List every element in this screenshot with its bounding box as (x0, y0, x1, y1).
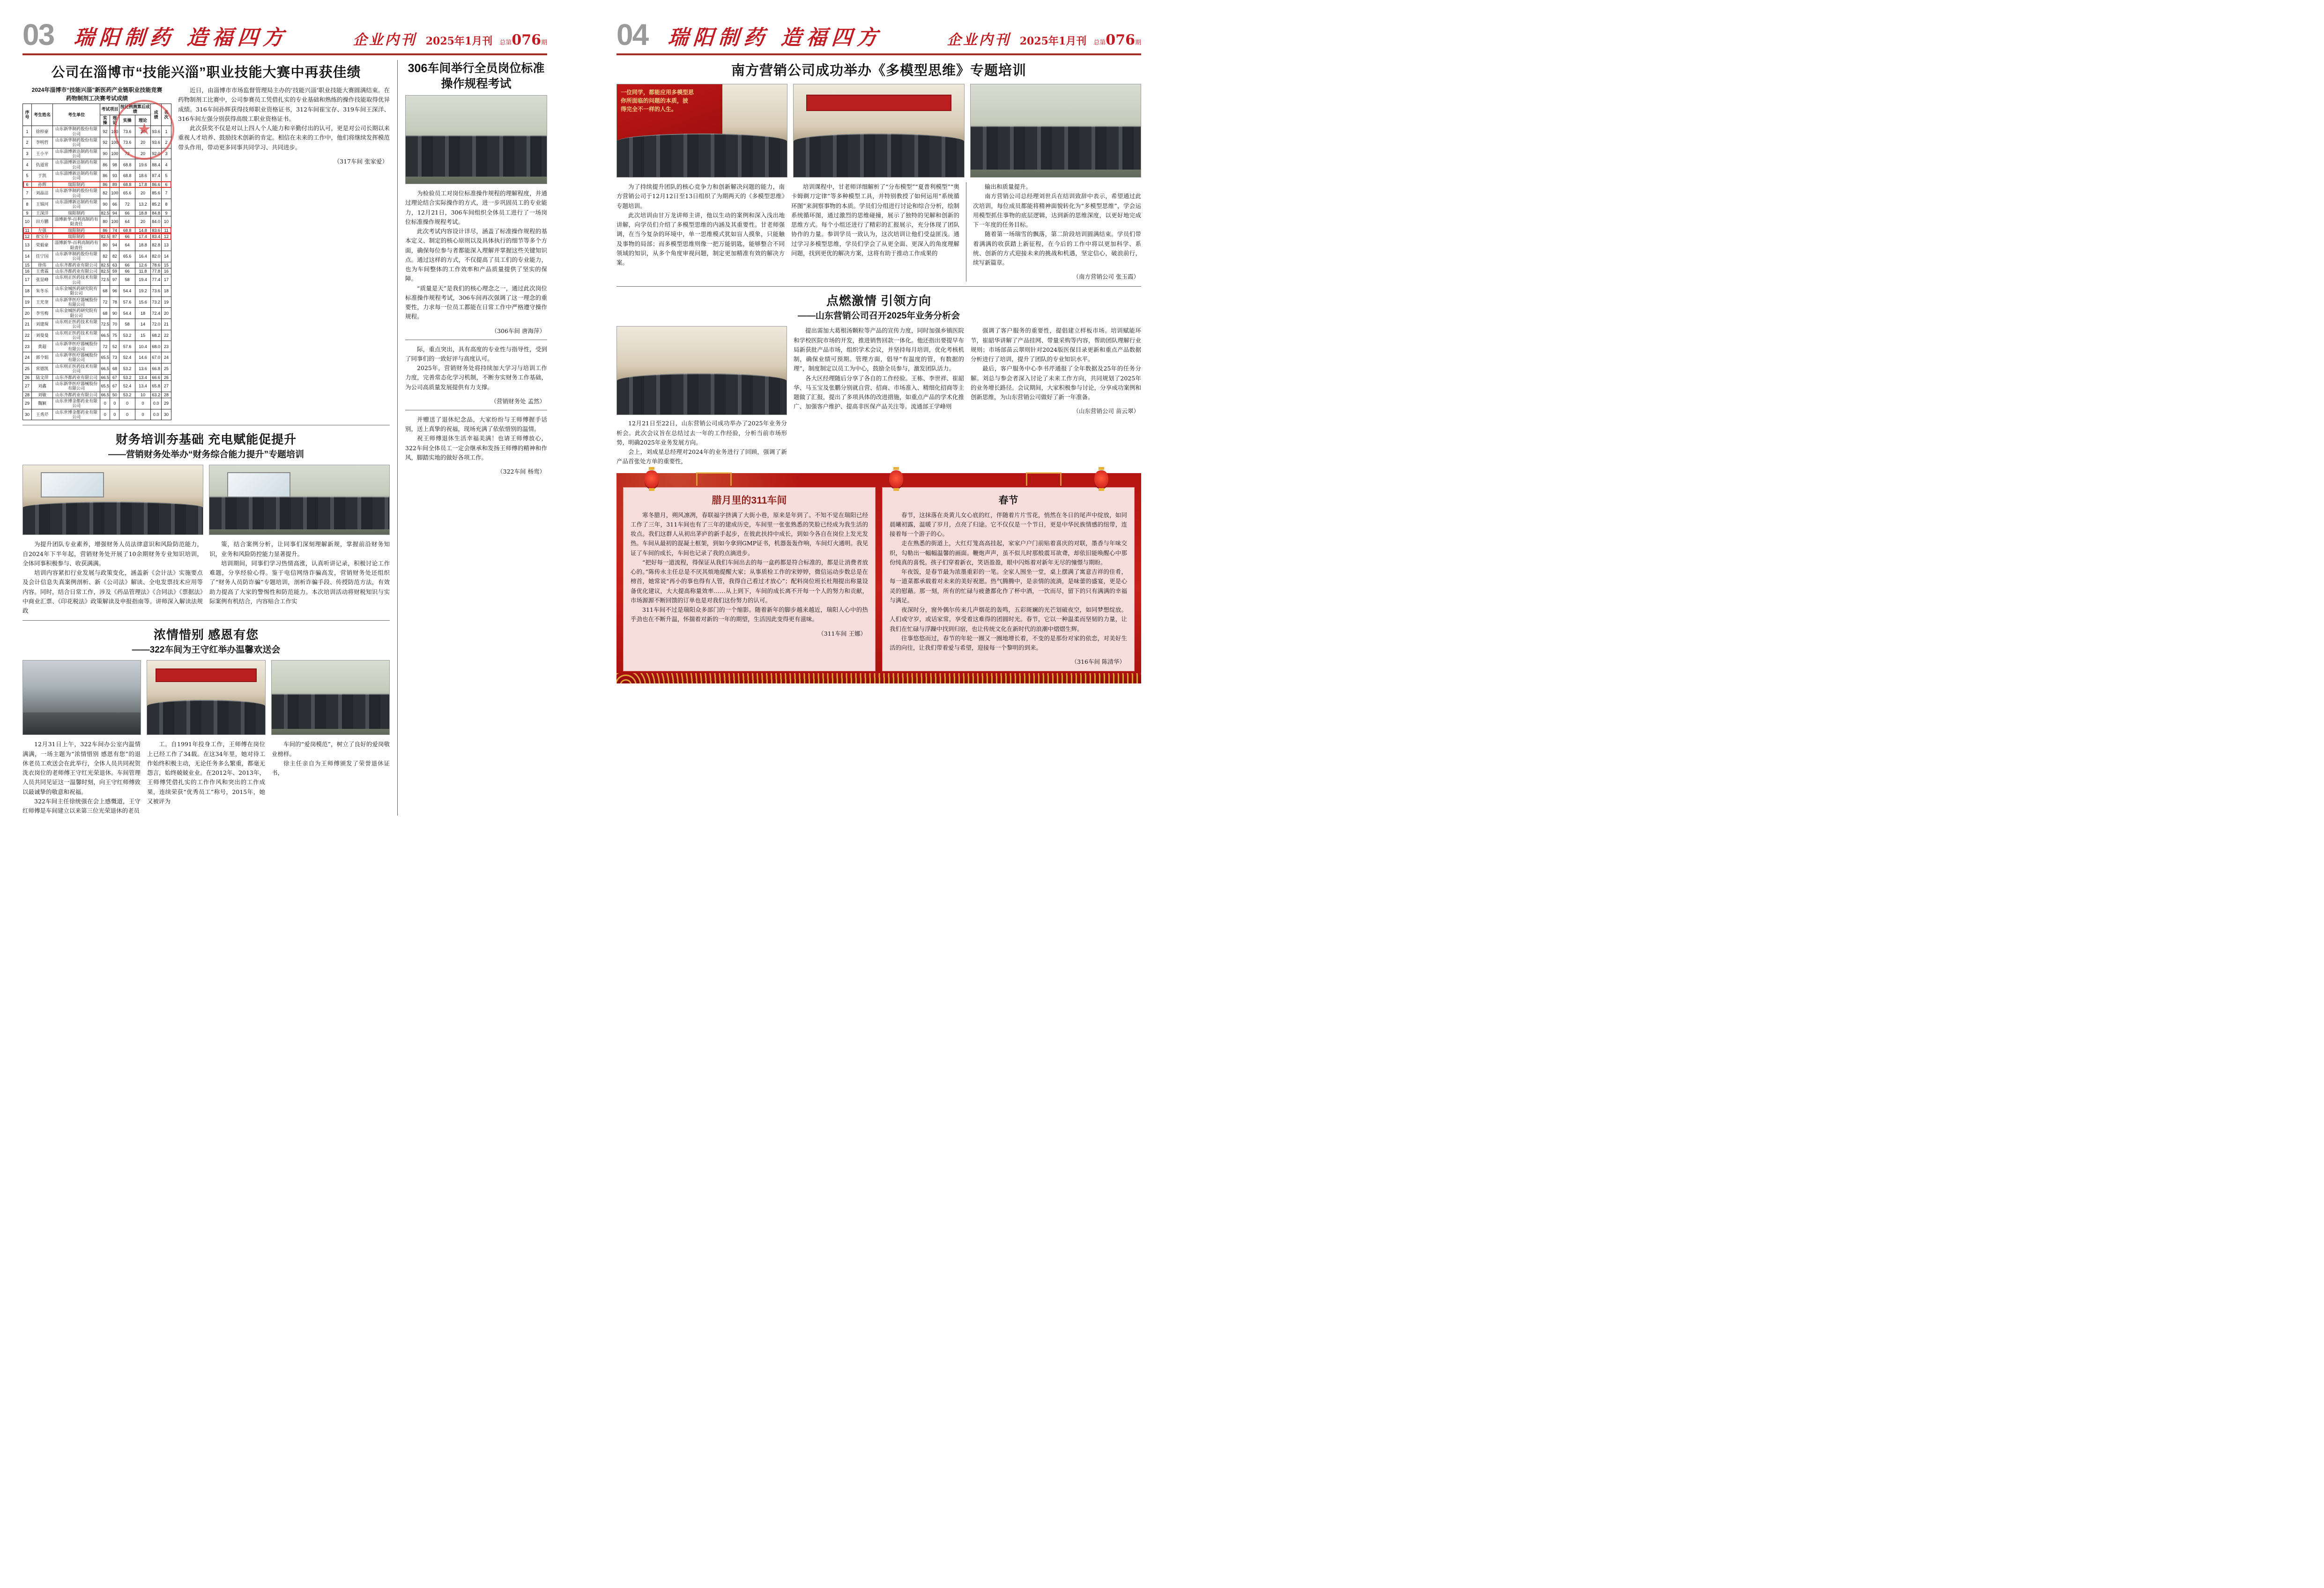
score-table-row: 13 荣毅豪 淄博新华-百利高制药有限责任 80 94 64 18.8 82.8 13 (23, 240, 171, 251)
paragraph: 策，结合案例分析，让同事们深刻理解新规，掌握前沿财务知识，业务和风险防控能力显著提升。 (209, 541, 390, 557)
lantern-icon (645, 470, 659, 488)
score-table-row: 2 李明哲 山东新华制药股份有限公司 92 100 73.6 20 93.6 2 (23, 137, 171, 148)
issue-no-suffix: 期 (1135, 39, 1141, 46)
photo-south-lecture-slide (616, 84, 787, 178)
page-04-header (616, 16, 1141, 51)
paragraph: 2025年，营销财务处将持续加大学习与培训工作力度，完善常态化学习机制，不断夯实财务工作基础，为公司高质量发展提供有力支撑。 (405, 364, 547, 391)
farewell-text-col-3 (272, 740, 390, 816)
shandong-col-0 (616, 326, 787, 466)
paragraph: “把好每一道流程，得保证从我们车间出去的每一盒药都是符合标准的，都是让消费者放心的。”陈传永主任总是不厌其烦地提醒大家；从事质检工作的宋婷婷，微信运动步数总是在榜首，她常说“再小的事也得有人管，我得自己看过才放心”；配料岗位班长杜翔提出称量设备优化建议，大大提高称量效率……从上到下，车间的成长离不开每一个人的努力和贡献，市场源源不断回馈的订单也是对我们这份努力的认可。 (631, 558, 868, 604)
redbox-311-title: 腊月里的311车间 (712, 495, 787, 506)
col-total: 成 绩 (151, 104, 162, 126)
score-table-row: 15 徐伟 山东齐都药业有限公司 82.5 63 66 12.6 78.6 15 (23, 262, 171, 268)
page-04 (594, 4, 1162, 830)
page-03 (0, 4, 568, 830)
score-table-row: 29 魏颖 山东世博金都药业有限公司 0 0 0 0 0.0 29 (23, 398, 171, 409)
redbox-spring-title: 春节 (998, 495, 1018, 506)
paragraph: 车间的“爱岗模范”，树立了良好的爱岗敬业榜样。 (272, 741, 390, 757)
paragraph: 近日，由淄博市市场监督管理局主办的‘技能兴淄’职业技能大赛圆满结束。在药物制剂工比赛中，公司参赛员工凭借扎实的专业基础和熟练的操作技能取得优异成绩。316车间孙辉获得技师职业资格证书，312车间崔宝存、319车间王深洋、316车间左强分别获得高级工职业资格证书。 (178, 87, 390, 122)
redbox-article-spring-festival (882, 487, 1135, 672)
slide-screen: 一位同学，都能应用多模型思 你所面临的问题的本质，披 得完全不一样的人生。 (617, 84, 722, 149)
score-table-body (23, 126, 171, 420)
paragraph: 夜深时分，窗外偶尔传来几声烟花的轰鸣，五彩斑斓的光芒划破夜空，如同梦想绽放。人们或守岁，或话家常，享受着这难得的团圆时光。春节，它以一种温柔而坚韧的力量，让我们在忙碌与浮躁中找到归宿，也让传统文化在新时代的浪潮中熠熠生辉。 (890, 606, 1127, 632)
photo-finance-training-1 (22, 465, 203, 535)
col-name: 考生姓名 (32, 104, 53, 126)
farewell-article-continuation (405, 415, 547, 475)
article-south-title: 南方营销公司成功举办《多模型思维》专题培训 (731, 63, 1026, 78)
score-table-row: 26 陆文萍 山东齐都药业有限公司 66.5 67 53.2 13.4 66.6 26 (23, 374, 171, 380)
score-table-row: 20 李雪梅 山东金城医药研究院有限公司 68 90 54.4 18 72.4 20 (23, 308, 171, 319)
photo-finance-training-2 (209, 465, 390, 535)
gold-frame-ornament (696, 472, 732, 486)
article-306-byline: （306车间 唐海萍） (491, 327, 545, 334)
issue-no-prefix: 总第 (499, 39, 512, 46)
article-shandong-subtitle: ——山东营销公司召开2025年业务分析会 (797, 311, 960, 321)
photo-farewell-banner-group (147, 660, 265, 735)
paragraph: “质量是天”是我们的核心理念之一，通过此次岗位标准操作规程考试，306车间再次强调了这一理念的重要性，力求每一位员工都能在日常工作中严格遵守操作规程。 (405, 284, 547, 320)
col-theory-2: 理论 (135, 115, 150, 126)
paragraph: 最后，客户服务中心李书芹通报了全年数据及25年的任务分解。刘总与参会者深入讨论了未来工作方向，共同规划了2025年的业务增长路径。会议期间，大家积极参与讨论，分享成功案例和创新思维，为山东营销公司做好了新一年准备。 (971, 365, 1141, 401)
score-table-row: 1 徐梓豪 山东新华制药股份有限公司 92 100 73.6 20 93.6 1 (23, 126, 171, 137)
article-finance-title: 财务培训夯基础 充电赋能促提升 (115, 432, 297, 447)
paragraph: 寒冬腊月，朔风凛冽，春联福字挤满了大街小巷，原来是年到了。不知不觉在瑞阳已经工作了三年，311车间也有了三年的建成历史，车间里一张张熟悉的笑脸已经成为我生活的妆点。我们这群人从初出茅庐的新手起步，在彼此扶持中成长，到如今各自在岗位上发光发热。车间从最初的混凝土框架，到如今拿到GMP证书，机器轰轰作响，车间灯火通明。我见证了车间的成长，车间也记录了我的点滴进步。 (631, 511, 868, 557)
score-table-row: 10 田方鹏 淄博新华-百利高制药有限责任 80 100 64 20 84.0 10 (23, 216, 171, 227)
score-table-title-2: 药物制剂工决赛考试成绩 (66, 95, 128, 102)
paragraph: 12月31日上午，322车间办公室内温情满满，一场主题为“浓情惜别 感恩有您”的退休老员工欢送会在此举行，全体人员共同祝贺洗衣岗位的老师傅王守红光荣退休。车间管理人员共同见证这一温馨时刻，向王守红师傅致以最诚挚的敬意和祝福。 (22, 741, 141, 795)
article-skills-byline: （317车间 张家爱） (334, 157, 388, 165)
paragraph: 徐主任亲自为王师傅颁发了荣誉退休证书， (272, 759, 390, 776)
article-306-text (405, 189, 547, 322)
score-table-row: 27 刘鑫 山东新华医疗器械股份有限公司 65.5 67 52.4 13.4 65.8 27 (23, 380, 171, 392)
paragraph: 322车间主任徐统强在会上感慨道，王守红师傅是车间建立以来第三位光荣退休的老员 (22, 797, 141, 814)
paragraph: 南方营销公司总经理刘世兵在结训致辞中表示，希望通过此次培训，每位成员都能将精神面貌转化为“多模型思维”，学会运用模型抓住事物的底层逻辑，达到新的思维深度，以更好地完成下一年度的任务目标。 (973, 193, 1141, 228)
article-farewell-subtitle: ——322车间为王守红举办温馨欢送会 (132, 645, 281, 655)
score-table-row: 30 王秀芹 山东世博金都药业有限公司 0 0 0 0 0.0 30 (23, 409, 171, 420)
paragraph: 祝王师傅退休生活幸福美满！也请王师傅放心，322车间全体员工一定会继承和发扬王师傅的精神和作风，脚踏实地的做好各项工作。 (405, 435, 547, 461)
score-table-row: 25 常德凯 山东则正医药技术有限公司 66.5 68 53.2 13.6 66.8 25 (23, 363, 171, 374)
paragraph: 为提升团队专业素养，增强财务人员法律意识和风险防范能力，自2024年下半年起，营销财务处开展了10余期财务专业知识培训，全体同事积极参与、收获满满。 (22, 541, 203, 567)
score-table-row: 24 郭令娟 山东新华医疗器械股份有限公司 65.5 73 52.4 14.6 67.0 24 (23, 352, 171, 364)
score-table-row: 17 张显峰 山东则正医药技术有限公司 72.5 97 58 19.4 77.4 17 (23, 275, 171, 286)
paragraph: 12月21日至22日，山东营销公司成功举办了2025年业务分析会。此次会议旨在总结过去一年的工作经验，分析当前市场形势，明确2025年业务发展方向。 (616, 420, 787, 446)
farewell-text-col-1 (22, 740, 141, 816)
issue-no-suffix: 期 (541, 39, 547, 46)
score-table-row: 18 朱冬乐 山东金城医药研究院有限公司 68 96 54.4 19.2 73.6 18 (23, 286, 171, 297)
score-table-row: 6 孙辉 瑞阳制药 86 89 68.8 17.8 86.6 6 (23, 181, 171, 187)
newsletter-spread (0, 0, 1162, 848)
paragraph: 输出和质量提升。 (985, 183, 1032, 190)
article-skills-title: 公司在淄博市“技能兴淄”职业技能大赛中再获佳绩 (51, 65, 361, 80)
col-rank: 名 次 (161, 104, 171, 126)
paragraph: 此次考试内容设计详尽，涵盖了标准操作规程的基本定义、制定的核心原则以及具体执行的细节等多个方面，确保每位参与者都能深入理解并掌握这些关键知识点。通过这样的方式，不仅提高了员工们的专业能力，也为车间整体的工作效率和产品质量提供了坚实的保障。 (405, 228, 547, 282)
article-shandong-meeting (616, 291, 1141, 466)
article-farewell-title: 浓情惜别 感恩有您 (153, 628, 259, 642)
lantern-icon (889, 470, 903, 488)
col-scaled: 按比例测算后成绩 (120, 104, 150, 114)
score-table-row: 7 刘晶洁 山东新华制药股份有限公司 82 100 65.6 20 85.6 7 (23, 188, 171, 199)
page-03-header (22, 16, 547, 51)
article-306-title: 306车间举行全员岗位标准 操作规程考试 (408, 62, 545, 90)
article-farewell-byline: （322车间 杨鸾） (497, 468, 545, 475)
paragraph: 年夜饭，是春节最为浓墨重彩的一笔。全家人围坐一堂，桌上摆满了寓意吉祥的佳肴，每一道菜都承载着对未来的美好祝愿。热气腾腾中，是亲情的流淌，是味蕾的盛宴，更是心灵的慰藉。那一刻，所有的忙碌与疲惫都化作了杯中酒，一饮而尽，留下的只有满满的幸福与满足。 (890, 568, 1127, 604)
paragraph: 为了持续提升团队的核心竞争力和创新解决问题的能力，南方营销公司于12月12日至13日组织了为期两天的《多模型思维》专题培训。 (616, 183, 785, 209)
score-table-row: 21 刘建琛 山东则正医药技术有限公司 72.5 70 58 14 72.0 21 (23, 319, 171, 330)
col-theory-1: 理论 (110, 115, 119, 126)
article-306-exam (405, 61, 547, 335)
score-table-row: 16 王勇霖 山东齐都药业有限公司 82.5 59 66 11.8 77.8 16 (23, 268, 171, 274)
section-divider (22, 620, 390, 621)
paragraph: 随着第一场瑞雪的飘落，第二阶段培训圆满结束。学员们带着满满的收获踏上新征程，在今后的工作中将以更加科学、系统、创新的方式迎接未来的挑战和机遇，坚定信心，破浪前行，续写新篇章。 (973, 230, 1141, 266)
article-shandong-title: 点燃激情 引领方向 (826, 294, 932, 308)
south-text-col-2 (791, 182, 959, 282)
lantern-icon (1094, 470, 1108, 488)
south-text-col-3 (966, 182, 1141, 282)
gold-wave-border (616, 673, 1141, 683)
score-table-row: 11 左强 瑞阳制药 86 74 68.8 14.8 83.6 11 (23, 227, 171, 233)
paragraph: 311车间不过是瑞阳众多部门的一个缩影。随着新年的脚步越来越近，瑞阳人心中的热乎劲也在不断升温，怀揣着对新的一年的期望，生活因此变得更有滋味。 (631, 606, 868, 623)
section-divider (616, 286, 1141, 287)
score-table-row: 19 王光奎 山东新华医疗器械股份有限公司 72 78 57.6 15.6 73.2 19 (23, 297, 171, 308)
score-table-scan (22, 86, 171, 420)
page-number: 03 (22, 18, 54, 52)
article-skills-competition (22, 62, 390, 420)
finance-article-continuation (405, 345, 547, 405)
score-table-row: 4 仇道常 山东淄博新达制药有限公司 86 98 68.8 19.6 88.4 4 (23, 159, 171, 171)
paragraph: 各大区经理随后分享了各自的工作经验。王栋、李世祥、崔韶华、马玉宝及张鹏分别就自营、招商、市场准入、精细化招商等主题做了汇报，提出了多项具体的改进措施，如重点产品的学术化推广、加强客户维护、提高非医保产品关注等。流通部王学峰则 (794, 374, 964, 410)
score-table-row: 14 任宁国 山东新华制药股份有限公司 82 82 65.6 16.4 82.0 14 (23, 251, 171, 262)
paragraph: 往事悠悠而过，春节的年轮一圈又一圈地增长着，不变的是那份对家的依恋，对美好生活的向往，让我们带着爱与希望，迎接每一个黎明的到来。 (890, 634, 1127, 651)
masthead-slogan: 瑞阳制药 造福四方 (667, 26, 883, 50)
redbox-article-311 (623, 487, 876, 672)
south-text-col-1 (616, 182, 785, 282)
redbox-spring-byline: （316车间 陈清华） (1071, 658, 1125, 666)
issue-info (947, 28, 1141, 49)
photo-shandong-meeting-room (616, 326, 787, 415)
score-table-row: 8 王锦河 山东淄博新达制药有限公司 90 66 72 13.2 85.2 8 (23, 199, 171, 210)
page-03-rail (397, 60, 547, 816)
paragraph: 强调了客户服务的重要性，提倡建立样板市场。培训赋能环节，崔韶华讲解了产品挂网、带量采购等内容，帮助团队理解行业规则；市场部苗云翠则针对2024版医保目录更新和重点产品数据分析进行了培训，提升了团队的专业知识水平。 (971, 327, 1141, 363)
paragraph: 此次培训由甘万龙讲师主讲，他以生动的案例和深入浅出地讲解，向学员们介绍了多模型思维的内涵及其重要性。甘老师强调，在当今复杂的环境中，单一思维模式犹如盲人摸象，只能触及事物的局部；而多模型思维则像一把万能钥匙，能够整合不同领域的知识，从多个角度审视问题，制定更加精准有效的解决方案。 (616, 211, 785, 266)
paragraph: 培训内容紧扣行业发展与政策变化，涵盖新《会计法》实施要点及会计信息失真案例剖析、新《公司法》解读、全电发票技术应用等内容。同时，结合日常工作，涉及《药品管理法》《合同法》《票据法》中商业汇票、《印花税法》政策解读及申报指南等。讲师深入解读法规政 (22, 569, 203, 614)
photo-south-award-group (793, 84, 964, 178)
article-farewell-party (22, 625, 390, 816)
paragraph: 此次获奖不仅是对以上四人个人能力和辛勤付出的认可，更是对公司长期以来重视人才培养、鼓励技术创新的肯定。相信在未来的工作中，他们将继续发挥模范带头作用，带动更多同事共同学习、共同进步。 (178, 125, 390, 151)
col-unit: 考生单位 (53, 104, 100, 126)
photo-farewell-corridor-group (271, 660, 390, 735)
page-03-main-column (22, 60, 397, 816)
score-table-row: 3 王小平 山东淄博新达制药有限公司 90 100 72 20 92.0 3 (23, 148, 171, 159)
score-table-row: 12 崔宝存 瑞阳制药 82.5 87 66 17.4 83.4 12 (23, 233, 171, 239)
article-finance-byline: （营销财务处 孟然） (490, 397, 545, 405)
paragraph: 提出需加大葛根汤颗粒等产品的宣传力度，同时加强乡镇医院和学校医院市场的开发，推进销售回款一体化。他还指出要提早布局新获批产品市场，组织学术会议，并坚持每月培训，优化考核机制，确保业绩可预期。管理方面，倡导“有温度的管，有数据的理”，制度制定以员工为中心，鼓励全员参与，激发团队活力。 (794, 327, 964, 372)
festive-red-box (616, 473, 1141, 684)
paragraph: 为检验员工对岗位标准操作规程的理解程度，并通过理论结合实际操作的方式，进一步巩固员工的专业能力，12月21日，306车间组织全体员工进行了一场岗位标准操作规程考试。 (405, 190, 547, 225)
col-exam: 考试项目 (100, 104, 119, 115)
col-seq: 序号 (23, 104, 32, 126)
journal-name: 企业内刊 (353, 32, 417, 48)
shandong-col-2 (971, 326, 1141, 466)
paragraph: 工。自1991年投身工作，王师傅在岗位上已经工作了34载。在这34年里，她对待工作始终积极主动，无论任务多么繁重，都毫无怨言，始终兢兢业业。在2012年、2013年，王师傅凭借扎实的工作作风和突出的工作成果，连续荣获“优秀员工”称号，2015年，她又被评为 (147, 741, 265, 805)
issue-no-prefix: 总第 (1093, 39, 1106, 46)
paragraph: 走在熟悉的街道上，大红灯笼高高挂起，家家户户门前贴着喜庆的对联，墨香与年味交织，勾勒出一幅幅温馨的画面。鞭炮声声，虽不似儿时那般震耳欲聋，却依旧能唤醒心中那份纯真的喜悦。孩子们穿着新衣，笑语盈盈，眼中闪烁着对新年无尽的憧憬与期盼。 (890, 540, 1127, 566)
score-table-row: 9 王深洋 瑞阳制药 82.5 94 66 18.8 84.8 9 (23, 210, 171, 216)
photo-south-audience (970, 84, 1141, 178)
paragraph: 会上，刘成星总经理对2024年的业务进行了回顾，强调了新产品首张处方单的重要性， (616, 448, 787, 465)
paragraph: 培训期间，同事们学习热情高涨，认真听讲记录，积极讨论工作难题，分享经验心得。鉴于电信网络诈骗高发，营销财务处还组织了“财务人员防诈骗”专题培训，剖析诈骗手段、传授防范方法，有效助力提高了大家的警惕性和防范能力。本次培训活动将财税知识与实际案例有机结合，内容贴合工作实 (209, 559, 390, 605)
issue-no: 076 (1106, 32, 1135, 48)
shandong-col-1 (794, 326, 964, 466)
issue-info (353, 28, 547, 49)
article-south-byline: （南方营销公司 张玉霞） (1073, 273, 1139, 281)
article-south-training (616, 60, 1141, 282)
paragraph: 并赠送了退休纪念品，大家纷纷与王师傅握手话别，送上真挚的祝福，现场充满了依依惜别的温情。 (405, 416, 547, 432)
journal-name: 企业内刊 (947, 32, 1011, 48)
article-skills-text (178, 86, 390, 420)
paragraph: 培训课程中，甘老师详细解析了“分布模型”“夏普利模型”“奥卡姆剃刀定律”等多种模型工具，并特别教授了如何运用“系统循环图”来洞察事物的本质。学员们分组进行讨论和综合分析，绘制系统循环图，通过激烈的思维碰撞，展示了独特的见解和创新的思维方式。每个小组还进行了精彩的汇报展示，充分体现了团队协作的力量。参训学员一致认为，这次培训让他们受益匪浅。通过学习多模型思维，学员们学会了从更全面、更深入的角度理解问题，找到更优的解决方案，这将有助于推动工作成果的 (791, 183, 959, 257)
score-table-row: 22 刘曼曼 山东则正医药技术有限公司 66.5 75 53.2 15 68.2 22 (23, 330, 171, 341)
score-table-row: 5 于凯 山东淄博新达制药有限公司 86 93 68.8 18.6 87.4 5 (23, 171, 171, 182)
paragraph: 际，重点突出，具有高度的专业性与指导性，受到了同事们的一致好评与高度认可。 (405, 345, 547, 362)
issue-date: 2025年1月刊 (425, 35, 493, 47)
header-rule (616, 53, 1141, 55)
article-finance-subtitle: ——营销财务处举办“财务综合能力提升”专题培训 (108, 450, 304, 460)
score-table-row: 28 刘敏 山东齐都药业有限公司 66.5 50 53.2 10 63.2 28 (23, 392, 171, 398)
photo-306-exam-classroom (405, 95, 547, 184)
issue-no: 076 (512, 32, 541, 48)
score-table-row: 23 黄超 山东新华医疗器械股份有限公司 72 52 57.6 10.4 68.0 23 (23, 341, 171, 352)
farewell-text-col-2 (147, 740, 265, 816)
finance-text-col-1 (22, 540, 203, 616)
masthead-slogan: 瑞阳制药 造福四方 (73, 26, 289, 50)
issue-date: 2025年1月刊 (1019, 35, 1087, 47)
header-rule (22, 53, 547, 55)
paragraph: 春节，这抹落在炎黄儿女心底的红，伴随着片片雪花，悄然在冬日的尾声中绽放，如同晨曦初露，温暖了岁月，点亮了归途。它不仅仅是一个节日，更是中华民族情感的纽带，连接着每一个游子的心。 (890, 511, 1127, 537)
finance-text-col-2 (209, 540, 390, 616)
article-shandong-byline: （山东营销公司 苗云翠） (1073, 408, 1139, 415)
score-table (22, 104, 171, 420)
col-practical-2: 实操 (119, 115, 135, 126)
article-finance-training (22, 430, 390, 616)
redbox-311-byline: （311车间 王娜） (818, 630, 866, 637)
score-table-title-1: 2024年淄博市“技能兴淄”新医药产业链职业技能竞赛 (31, 87, 163, 93)
page-number: 04 (616, 18, 648, 52)
col-practical-1: 实操 (100, 115, 110, 126)
gold-frame-ornament (1026, 472, 1062, 486)
photo-farewell-outdoor (22, 660, 141, 735)
